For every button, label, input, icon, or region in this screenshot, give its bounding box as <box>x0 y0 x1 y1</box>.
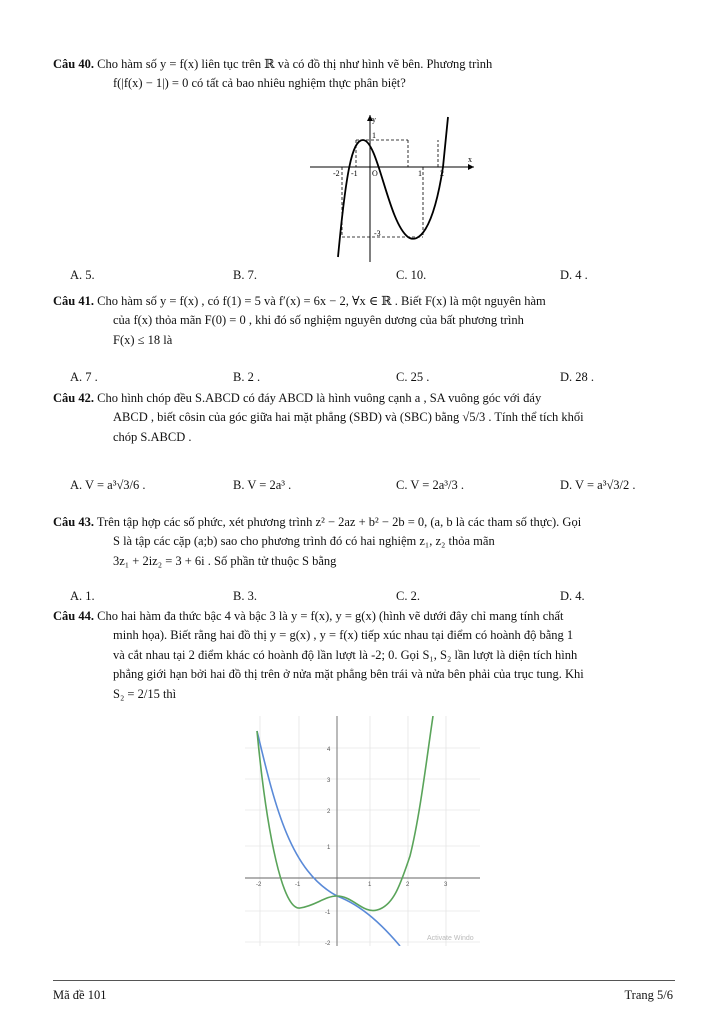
question-text: Cho hàm số y = f(x) , có f(1) = 5 và f′(x) = 6x − 2, ∀x ∈ ℝ . Biết F(x) là một nguyên hàm <box>97 294 546 308</box>
footer-divider <box>53 980 675 981</box>
q40-graph <box>308 112 478 267</box>
question-text: S là tập các cặp (a;b) sao cho phương trình đó có hai nghiệm z₁, z₂ thỏa mãn <box>113 534 495 549</box>
option-b: B. 3. <box>233 589 257 603</box>
y-tick: 1 <box>327 845 331 851</box>
question-text: Trên tập hợp các số phức, xét phương trình z² − 2az + b² − 2b = 0, (a, b là các tham số thực). Gọi <box>96 515 582 529</box>
option-b: B. 7. <box>233 268 257 282</box>
y-tick: -1 <box>325 910 331 916</box>
y-tick: 4 <box>327 747 331 753</box>
x-tick: 3 <box>444 882 448 888</box>
q40-options <box>70 268 670 286</box>
graph-label: -3 <box>374 229 381 238</box>
question-number: Câu 40. <box>53 57 94 71</box>
question-text: và cắt nhau tại 2 điểm khác có hoành độ lần lượt là -2; 0. Gọi S₁, S₂ lần lượt là diện tích hình <box>113 647 578 662</box>
question-text: Cho hình chóp đều S.ABCD có đáy ABCD là hình vuông cạnh a , SA vuông góc với đáy <box>97 391 542 405</box>
x-tick: -2 <box>256 882 262 888</box>
y-tick: 2 <box>327 809 331 815</box>
question-text: F(x) ≤ 18 là <box>113 332 173 347</box>
option-b: B. 2 . <box>233 370 261 384</box>
question-text: minh họa). Biết rằng hai đồ thị y = g(x) , y = f(x) tiếp xúc nhau tại điểm có hoành độ bằng 1 <box>113 628 574 643</box>
question-text: 3z₁ + 2iz₂ = 3 + 6i . Số phần tử thuộc S bằng <box>113 553 337 568</box>
question-number: Câu 41. <box>53 294 94 308</box>
x-tick: -1 <box>295 882 301 888</box>
q44-graph <box>245 716 480 946</box>
graph-label: -1 <box>351 169 358 178</box>
option-d: D. 4. <box>560 589 585 603</box>
question-40 <box>53 55 673 94</box>
footer-page-number: Trang 5/6 <box>624 988 673 1002</box>
question-42 <box>53 389 673 447</box>
question-number: Câu 44. <box>53 609 94 623</box>
watermark: Activate Windo <box>427 935 474 942</box>
question-text: S₂ = 2/15 thì <box>113 686 177 701</box>
x-tick: 1 <box>368 882 372 888</box>
footer-exam-code: Mã đề 101 <box>53 988 107 1002</box>
graph-label-y: y <box>372 115 376 124</box>
option-c: C. 10. <box>396 268 427 282</box>
option-d: D. 28 . <box>560 370 595 384</box>
option-c: C. 2. <box>396 589 420 603</box>
q43-options <box>70 589 670 607</box>
q41-options <box>70 370 670 388</box>
graph-label: 2 <box>440 169 444 178</box>
option-a: A. 1. <box>70 589 95 603</box>
question-number: Câu 42. <box>53 391 94 405</box>
question-44 <box>53 607 673 704</box>
question-text: chóp S.ABCD . <box>113 429 192 444</box>
graph-label: 1 <box>418 169 422 178</box>
y-tick: 3 <box>327 778 331 784</box>
question-text: f(|f(x) − 1|) = 0 có tất cả bao nhiêu nghiệm thực phân biệt? <box>113 76 406 91</box>
option-a: A. 5. <box>70 268 95 282</box>
question-number: Câu 43. <box>53 515 94 529</box>
option-b: B. V = 2a³ . <box>233 478 292 492</box>
option-c: C. 25 . <box>396 370 430 384</box>
option-d: D. 4 . <box>560 268 588 282</box>
question-43 <box>53 513 673 571</box>
option-d: D. V = a³√3/2 . <box>560 478 636 492</box>
question-text: Cho hai hàm đa thức bậc 4 và bậc 3 là y = f(x), y = g(x) (hình vẽ dưới đây chỉ mang tính chất <box>97 609 564 623</box>
question-text: của f(x) thỏa mãn F(0) = 0 , khi đó số nghiệm nguyên dương của bất phương trình <box>113 313 524 328</box>
question-text: Cho hàm số y = f(x) liên tục trên ℝ và có đồ thị như hình vẽ bên. Phương trình <box>97 57 493 71</box>
option-a: A. V = a³√3/6 . <box>70 478 146 492</box>
graph-label: -2 <box>333 169 340 178</box>
graph-label: O <box>372 169 378 178</box>
question-41 <box>53 292 673 350</box>
graph-label: 1 <box>372 131 376 140</box>
option-a: A. 7 . <box>70 370 98 384</box>
question-text: ABCD , biết côsin của góc giữa hai mặt phẳng (SBD) và (SBC) bằng √5/3 . Tính thể tích khối <box>113 410 584 425</box>
x-tick: 2 <box>406 882 410 888</box>
y-tick: -2 <box>325 941 331 946</box>
q42-options <box>70 478 670 496</box>
graph-label-x: x <box>468 155 472 164</box>
option-c: C. V = 2a³/3 . <box>396 478 464 492</box>
question-text: phẳng giới hạn bởi hai đồ thị trên ở nửa mặt phẳng bên trái và nửa bên phải của trục tung. Khi <box>113 667 584 682</box>
